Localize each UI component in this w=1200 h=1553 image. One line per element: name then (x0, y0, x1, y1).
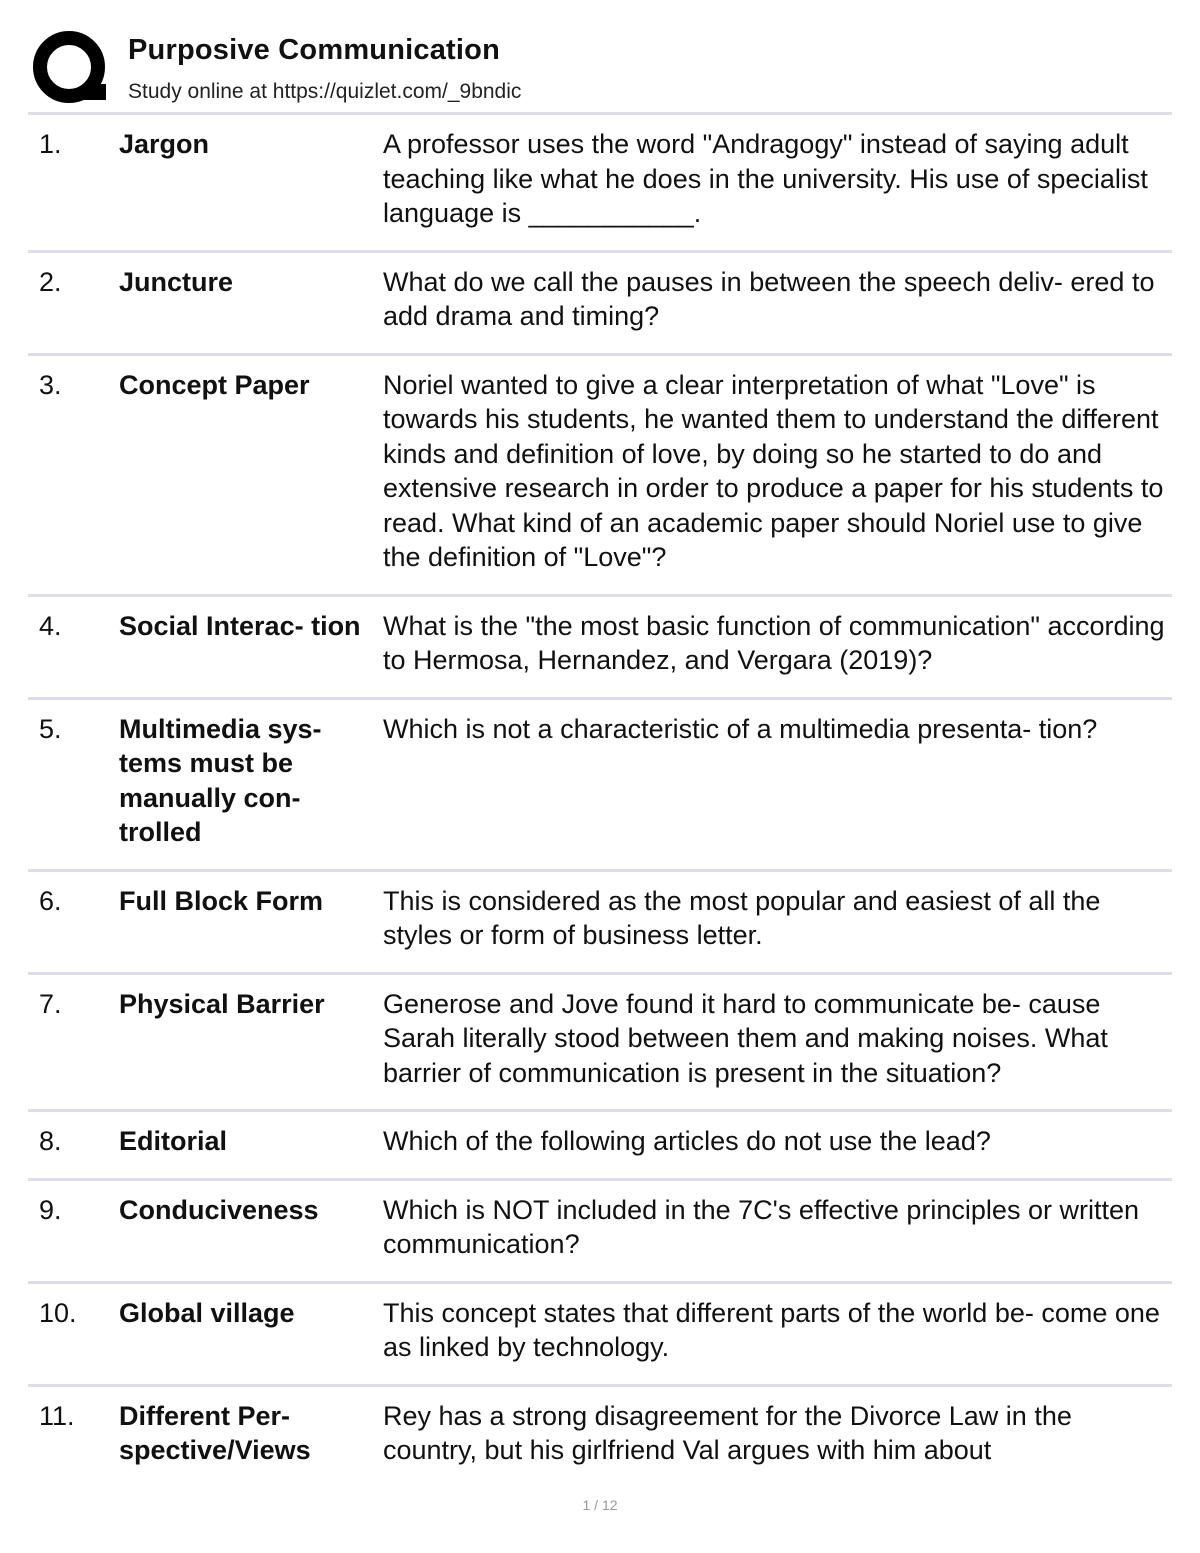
document-title: Purposive Communication (128, 34, 500, 66)
term: Conduciveness (119, 1194, 319, 1225)
row-number: 9. (39, 1194, 62, 1225)
row-number: 2. (39, 266, 62, 297)
definition: A professor uses the word "Andragogy" instead of saying adult teaching like what he does in the university. His use of specialist language is ___________. (383, 129, 1148, 228)
row-number: 5. (39, 713, 62, 744)
row-number: 3. (39, 369, 62, 400)
definition: What is the "the most basic function of communication" according to Hermosa, Hernandez, and Vergara (2019)? (383, 610, 1165, 675)
table-row (28, 1384, 1172, 1487)
term: Editorial (119, 1126, 228, 1156)
table-row (28, 972, 1172, 1110)
table-row (28, 594, 1172, 697)
table-row (28, 869, 1172, 972)
definition: Which of the following articles do not use the lead? (383, 1126, 991, 1156)
definition: This is considered as the most popular and easiest of all the styles or form of business letter. (383, 885, 1101, 950)
definition: Which is not a characteristic of a multimedia presenta- tion? (383, 713, 1098, 744)
definition: What do we call the pauses in between the speech deliv- ered to add drama and timing? (383, 266, 1155, 331)
row-number: 6. (39, 885, 62, 916)
term: Global village (119, 1297, 295, 1328)
term: Social Interac- tion (119, 610, 361, 641)
table-row (28, 697, 1172, 869)
row-number: 1. (39, 129, 62, 159)
term: Multimedia sys- tems must be manually con- trolled (119, 713, 322, 847)
table-row (28, 1109, 1172, 1178)
definition: This concept states that different parts of the world be- come one as linked by technology. (383, 1297, 1160, 1362)
table-row (28, 1178, 1172, 1281)
table-row (28, 353, 1172, 594)
study-online-link-text: Study online at https://quizlet.com/_9bndic (128, 80, 522, 103)
term: Full Block Form (119, 885, 324, 916)
page-header (32, 30, 1172, 110)
page-number: 1 / 12 (582, 1497, 618, 1513)
definition: Noriel wanted to give a clear interpretation of what "Love" is towards his students, he wanted them to understand the different kinds and definition of love, by doing so he started to do and extensive research in order to produce a paper for his students to read. What kind of an academic paper should Noriel use to give the definition of "Love"? (383, 369, 1164, 572)
definition: Rey has a strong disagreement for the Divorce Law in the country, but his girlfriend Val argues with him about (383, 1400, 1072, 1465)
row-number: 10. (39, 1297, 77, 1328)
row-number: 4. (39, 610, 62, 641)
definition: Generose and Jove found it hard to communicate be- cause Sarah literally stood between them and making noises. What barrier of communication is present in the situation? (383, 988, 1108, 1088)
flashcard-table (28, 112, 1172, 1487)
quizlet-logo-icon (32, 30, 108, 106)
table-row (28, 112, 1172, 250)
table-row (28, 250, 1172, 353)
definition: Which is NOT included in the 7C's effective principles or written communication? (383, 1194, 1139, 1259)
term: Different Per- spective/Views (119, 1400, 311, 1465)
table-row (28, 1281, 1172, 1384)
term: Juncture (119, 266, 234, 297)
term: Jargon (119, 129, 210, 159)
row-number: 11. (39, 1400, 75, 1431)
row-number: 8. (39, 1126, 62, 1156)
term: Physical Barrier (119, 988, 325, 1019)
row-number: 7. (39, 988, 62, 1019)
term: Concept Paper (119, 369, 310, 400)
